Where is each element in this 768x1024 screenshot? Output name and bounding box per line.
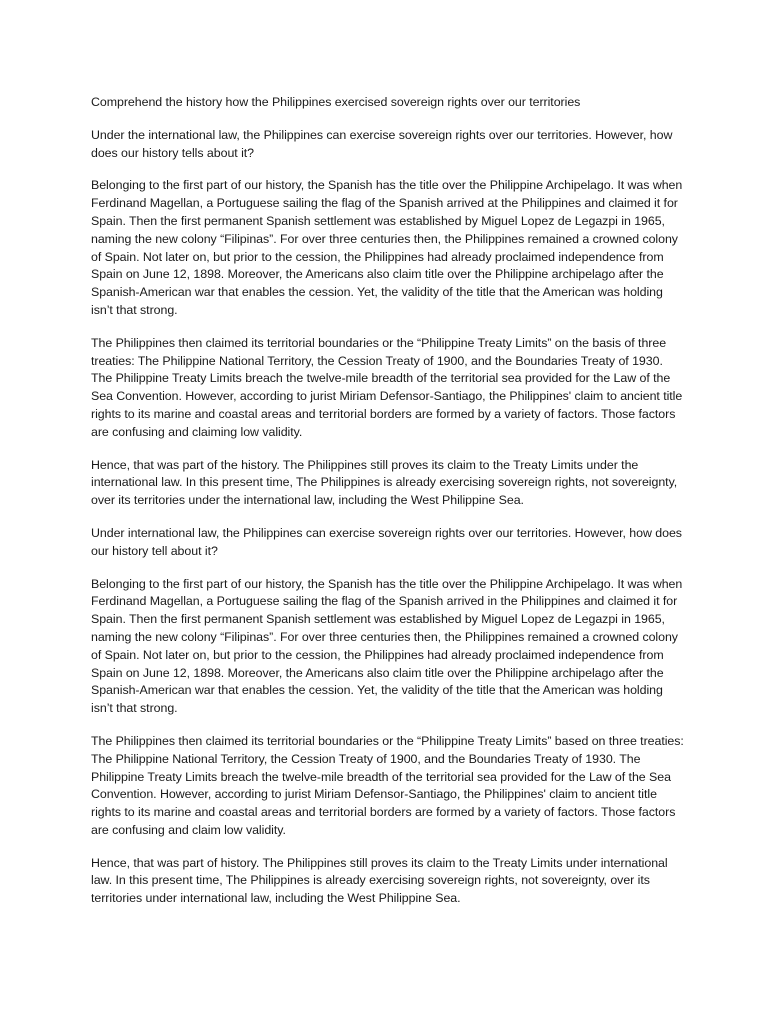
paragraph-8: Hence, that was part of history. The Philippines still proves its claim to the Treaty Limits under international law. In this present time, The Philippines is already exercising sovereign rights, not sovereignty, over its territories under international law, including the West Philippine Sea. (91, 855, 668, 906)
paragraph-7: The Philippines then claimed its territorial boundaries or the “Philippine Treaty Limits” based on three treaties: The Philippine National Territory, the Cession Treaty of 1900, and the Boundaries Treaty of 1930. The Philippine Treaty Limits breach the twelve-mile breadth of the territorial sea provided for the Law of the Sea Convention. However, according to jurist Miriam Defensor-Santiago, the Philippines' claim to ancient title rights to its marine and coastal areas and territorial borders are formed by a variety of factors. Those factors are confusing and claim low validity. (91, 733, 684, 837)
paragraph-1: Under the international law, the Philippines can exercise sovereign rights over our territories. However, how does our history tells about it? (91, 127, 673, 160)
paragraph-3: The Philippines then claimed its territorial boundaries or the “Philippine Treaty Limits” on the basis of three treaties: The Philippine National Territory, the Cession Treaty of 1900, and the Boundaries Treaty of 1930. The Philippine Treaty Limits breach the twelve-mile breadth of the territorial sea provided for the Law of the Sea Convention. However, according to jurist Miriam Defensor-Santiago, the Philippines' claim to ancient title rights to its marine and coastal areas and territorial borders are formed by a variety of factors. Those factors are confusing and claiming low validity. (91, 335, 683, 439)
paragraph-5: Under international law, the Philippines can exercise sovereign rights over our territories. However, how does our history tell about it? (91, 525, 682, 558)
paragraph-2: Belonging to the first part of our history, the Spanish has the title over the Philippine Archipelago. It was when Ferdinand Magellan, a Portuguese sailing the flag of the Spanish arrived at the Philippines and claimed it for Spain. Then the first permanent Spanish settlement was established by Miguel Lopez de Legazpi in 1965, naming the new colony “Filipinas”. For over three centuries then, the Philippines remained a crowned colony of Spain. Not later on, but prior to the cession, the Philippines had already proclaimed independence from Spain on June 12, 1898. Moreover, the Americans also claim title over the Philippine archipelago after the Spanish-American war that enables the cession. Yet, the validity of the title that the American was holding isn’t that strong. (91, 178, 683, 317)
document-title: Comprehend the history how the Philippines exercised sovereign rights over our territories (91, 95, 581, 109)
paragraph-4: Hence, that was part of the history. The Philippines still proves its claim to the Treaty Limits under the international law. In this present time, The Philippines is already exercising sovereign rights, not sovereignty, over its territories under the international law, including the West Philippine Sea. (91, 457, 678, 508)
paragraph-6: Belonging to the first part of our history, the Spanish has the title over the Philippine Archipelago. It was when Ferdinand Magellan, a Portuguese sailing the flag of the Spanish arrived in the Philippines and claimed it for Spain. Then the first permanent Spanish settlement was established by Miguel Lopez de Legazpi in 1965, naming the new colony “Filipinas”. For over three centuries then, the Philippines remained a crowned colony of Spain. Not later on, but prior to the cession, the Philippines had already proclaimed independence from Spain on June 12, 1898. Moreover, the Americans also claim title over the Philippine archipelago after the Spanish-American war that enables the cession. Yet, the validity of the title that the American was holding isn’t that strong. (91, 576, 683, 716)
document-body (91, 94, 685, 923)
